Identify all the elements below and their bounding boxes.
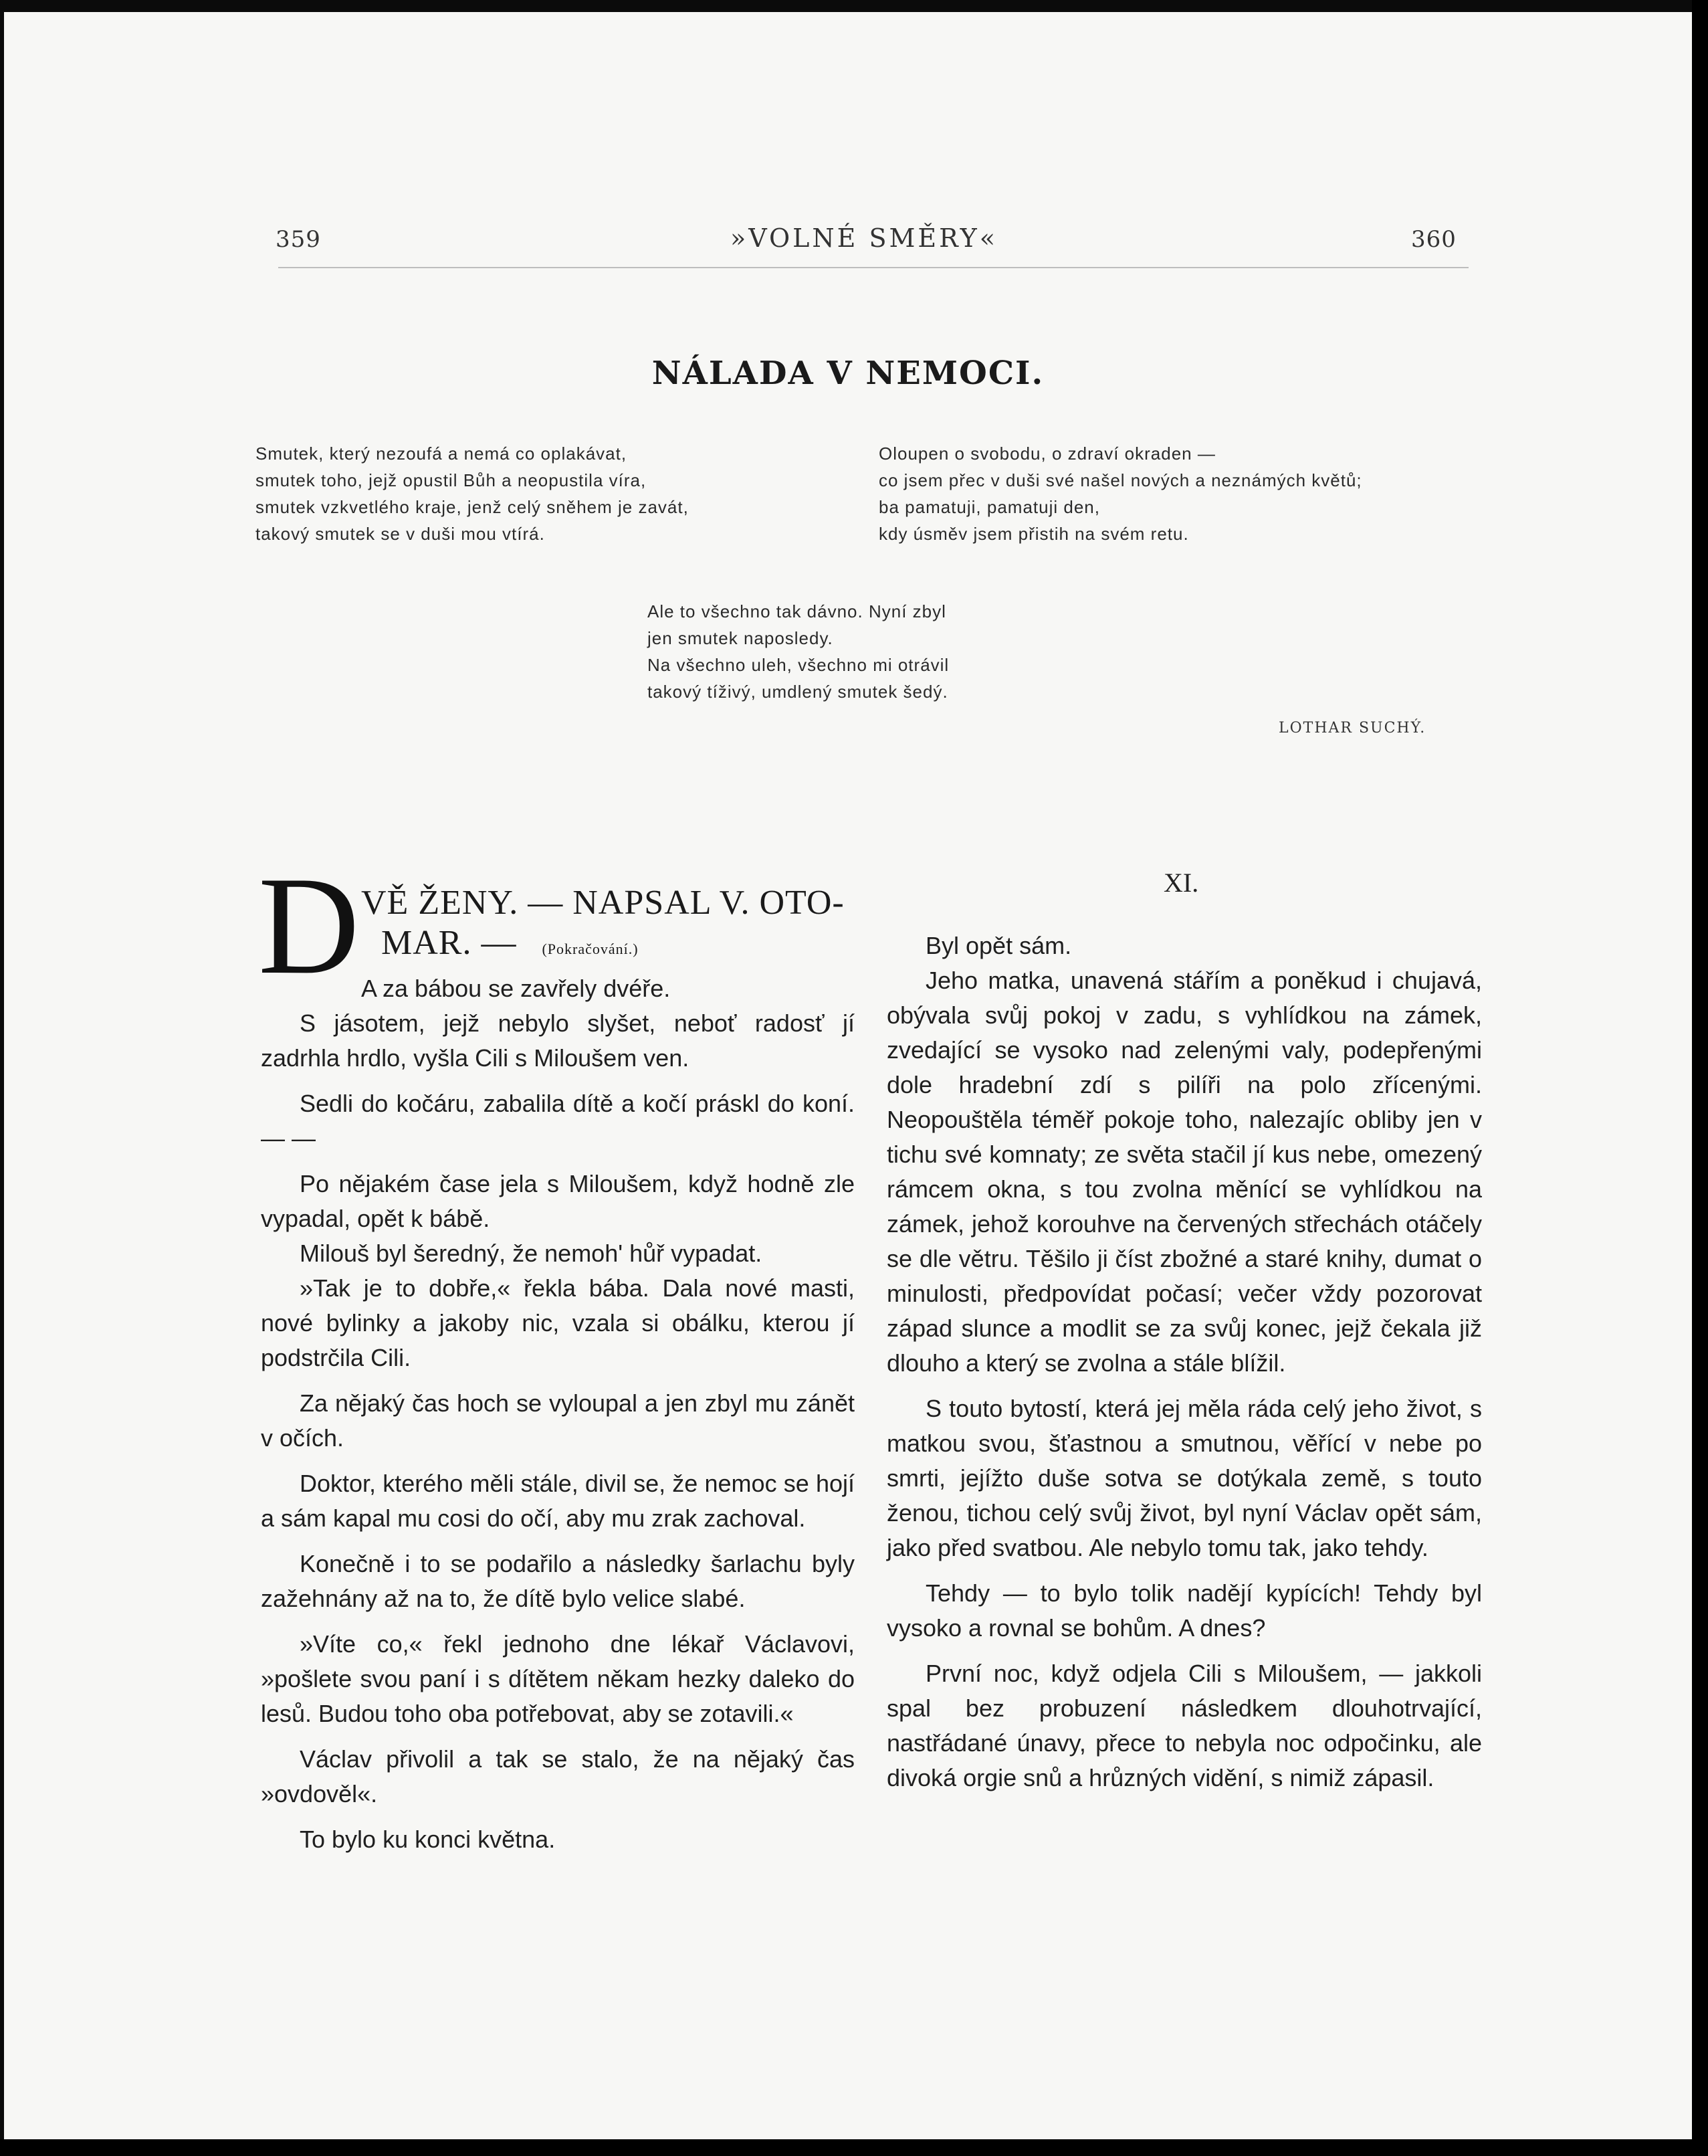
drop-cap-letter: D — [258, 848, 360, 1003]
story-heading-author: MAR. — — [381, 924, 517, 962]
poem-line: takový tíživý, umdlený smutek šedý. — [647, 682, 948, 702]
poem-line: takový smutek se v duši mou vtírá. — [255, 524, 545, 544]
poem-line: jen smutek naposledy. — [647, 628, 833, 648]
paragraph: Sedli do kočáru, zabalila dítě a kočí práskl do koní. — — — [261, 1090, 855, 1152]
poem-line: Smutek, který nezoufá a nemá co oplakávat, — [255, 444, 627, 464]
scan-edge-bottom — [0, 2139, 1708, 2156]
paragraph: Václav přivolil a tak se stalo, že na nějaký čas »ovdověl«. — [261, 1745, 855, 1807]
paragraph: Byl opět sám. — [926, 932, 1072, 959]
story-right-column — [887, 928, 1482, 1795]
poem-line: co jsem přec v duši své našel nových a neznámých květů; — [879, 470, 1362, 490]
paragraph: »Tak je to dobře,« řekla bába. Dala nové masti, nové bylinky a jakoby nic, vzala si obálku, kterou jí podstrčila Cili. — [261, 1274, 855, 1371]
paragraph: Jeho matka, unavená stářím a poněkud i chujavá, obývala svůj pokoj v zadu, s vyhlídkou na zámek, zvedající se vysoko nad zelenými valy, podepřenými dole hradební zdí s pilíři na polo zřícenými. Neopouštěla téměř pokoje toho, nalezajíc obliby jen v tichu své komnaty; ze světa stačil jí kus nebe, omezený rámcem okna, s tou zvolna měnící se vyhlídkou na zámek, jehož korouhve na červených střechách otáčely se dle větru. Těšilo ji číst zbožné a staré knihy, dumat o minulosti, předpovídat počasí; večer vždy pozorovat západ slunce a modlit se za svůj konec, jejž čekala již dlouho a který se zvolna a stále blížil. — [887, 967, 1482, 1377]
chapter-number: XI. — [1164, 868, 1199, 898]
poem-title: NÁLADA V NEMOCI. — [651, 355, 1045, 392]
document-page — [4, 12, 1692, 2139]
poem-stanza-3 — [647, 598, 1115, 705]
header-rule — [278, 267, 1469, 268]
poem-line: Ale to všechno tak dávno. Nyní zbyl — [647, 601, 946, 621]
poem-stanza-1 — [255, 440, 790, 547]
poem-line: ba pamatuji, pamatuji den, — [879, 497, 1100, 517]
journal-title: »VOLNÉ SMĚRY« — [730, 223, 998, 253]
poem-line: kdy úsměv jsem přistih na svém retu. — [879, 524, 1189, 544]
paragraph: Po nějakém čase jela s Miloušem, když hodně zle vypadal, opět k bábě. — [261, 1170, 855, 1232]
poem-line: smutek vzkvetlého kraje, jenž celý sněhem je zavát, — [255, 497, 689, 517]
continuation-note: (Pokračování.) — [542, 941, 639, 957]
paragraph: Doktor, kterého měli stále, divil se, že nemoc se hojí a sám kapal mu cosi do očí, aby mu zrak zachoval. — [261, 1470, 855, 1532]
paragraph: A za bábou se zavřely dvéře. — [361, 975, 671, 1002]
poem-line: Oloupen o svobodu, o zdraví okraden — — [879, 444, 1216, 464]
paragraph: Konečně i to se podařilo a následky šarlachu byly zažehnány až na to, že dítě bylo velice slabé. — [261, 1550, 855, 1612]
scan-edge-right — [1692, 0, 1708, 2156]
paragraph: Tehdy — to bylo tolik nadějí kypících! Tehdy byl vysoko a rovnal se bohům. A dnes? — [887, 1579, 1482, 1642]
page-number-left: 359 — [276, 226, 321, 253]
paragraph: Za nějaký čas hoch se vyloupal a jen zbyl mu zánět v očích. — [261, 1389, 855, 1452]
poem-line: Na všechno uleh, všechno mi otrávil — [647, 655, 950, 675]
paragraph: »Víte co,« řekl jednoho dne lékař Václavovi, »pošlete svou paní i s dítětem někam hezky daleko do lesů. Budou toho oba potřebovat, aby se zotavili.« — [261, 1630, 855, 1727]
paragraph: Milouš byl šeredný, že nemoh' hůř vypadat. — [300, 1240, 762, 1267]
poem-author: LOTHAR SUCHÝ. — [1279, 720, 1426, 737]
poem-stanza-2 — [879, 440, 1481, 547]
paragraph: S jásotem, jejž nebylo slyšet, neboť radosť jí zadrhla hrdlo, vyšla Cili s Miloušem ven. — [261, 1009, 855, 1072]
story-heading-line-1: VĚ ŽENY. — NAPSAL V. OTO- — [361, 884, 845, 922]
paragraph: První noc, když odjela Cili s Miloušem, — jakkoli spal bez probuzení následkem dlouhotrvající, nastřádané únavy, přece to nebyla noc odpočinku, ale divoká orgie snů a hrůzných vidění, s nimiž zápasil. — [887, 1660, 1482, 1791]
paragraph: S touto bytostí, která jej měla ráda celý jeho život, s matkou svou, šťastnou a smutnou, věřící v nebe po smrti, jejížto duše sotva se dotýkala země, s touto ženou, tichou celý svůj život, byl nyní Václav opět sám, jako před svatbou. Ale nebylo tomu tak, jako tehdy. — [887, 1395, 1482, 1561]
story-left-column — [261, 971, 855, 1857]
story-heading-line-2 — [381, 923, 639, 969]
poem-line: smutek toho, jejž opustil Bůh a neopustila víra, — [255, 470, 647, 490]
page-number-right: 360 — [1411, 226, 1457, 253]
paragraph: To bylo ku konci května. — [300, 1826, 556, 1853]
